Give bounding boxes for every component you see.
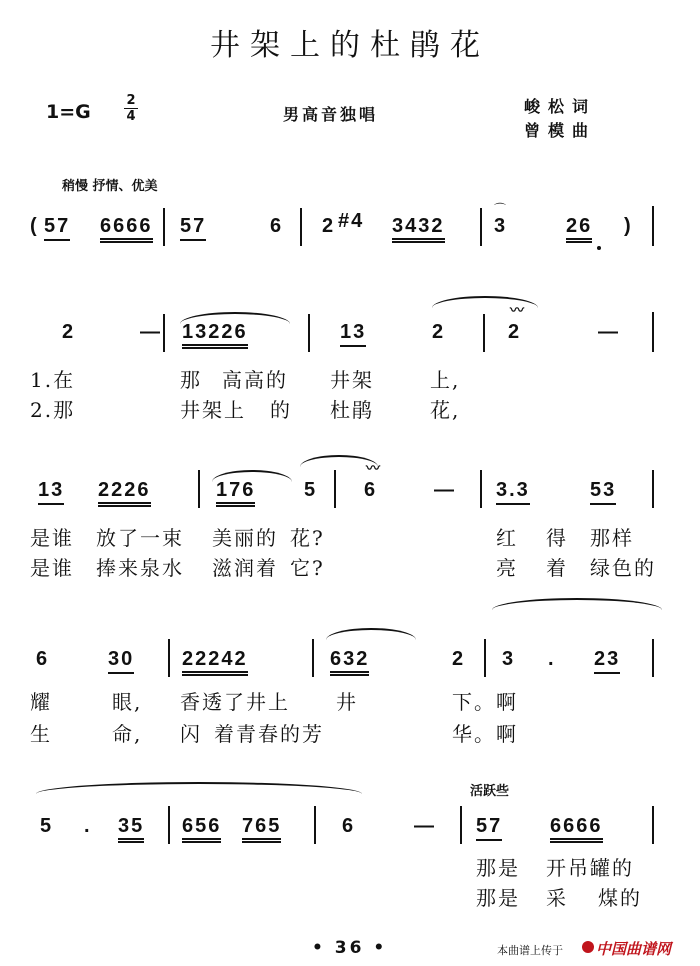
- note: (: [30, 215, 39, 237]
- tempo-marking-2: 活跃些: [470, 784, 510, 799]
- bar-line: [484, 639, 486, 677]
- note: 5: [40, 815, 54, 837]
- note: 3.3: [496, 479, 530, 505]
- trill-icon: 〰: [366, 461, 380, 477]
- lyric: 生: [30, 722, 52, 746]
- note: 57: [44, 215, 70, 241]
- lyric: 2.那: [30, 398, 76, 422]
- key-signature: 1=G: [46, 101, 91, 123]
- note: 23: [594, 648, 620, 674]
- bar-line: [652, 312, 654, 352]
- bar-line: [334, 470, 336, 508]
- note: 26: [566, 215, 592, 243]
- lyric: 那: [180, 368, 202, 392]
- note: 6: [342, 815, 356, 837]
- page-number: • 36 •: [312, 938, 388, 958]
- trill-icon: 〰: [510, 303, 524, 319]
- note: 2: [322, 215, 336, 237]
- note: 57: [476, 815, 502, 841]
- note: 2226: [98, 479, 151, 507]
- lyric: 井: [336, 690, 358, 714]
- note: 2: [62, 321, 76, 343]
- note: 22242: [182, 648, 248, 676]
- note: .: [548, 648, 556, 670]
- note: 656: [182, 815, 221, 843]
- lyric: 杜鹃: [330, 398, 374, 422]
- slur: [326, 628, 416, 640]
- lyric: 放了一束: [96, 526, 184, 550]
- lyric: 它?: [290, 556, 325, 580]
- note: #4: [338, 210, 365, 232]
- lyric: 绿色的: [590, 556, 656, 580]
- note: 176: [216, 479, 255, 507]
- lyric: 花,: [430, 398, 461, 422]
- lyric: 滋润着: [212, 556, 278, 580]
- brand-logo-icon: [582, 941, 594, 953]
- note: 13: [38, 479, 64, 505]
- note: 3432: [392, 215, 445, 243]
- lyric: 花?: [290, 526, 325, 550]
- song-title: 井架上的杜鹃花: [210, 28, 490, 63]
- meter-bottom: 4: [126, 109, 136, 124]
- bar-line: [308, 314, 310, 352]
- meter-top: 2: [126, 93, 136, 108]
- lyric: 亮: [496, 556, 518, 580]
- bar-line: [460, 806, 462, 844]
- lyric: 那是: [476, 856, 520, 880]
- lyric: 得: [546, 526, 568, 550]
- note: —: [414, 815, 436, 837]
- bar-line: [652, 806, 654, 844]
- lyric: 下。啊: [452, 690, 518, 714]
- lyric: 开吊罐的: [546, 856, 634, 880]
- note: 35: [118, 815, 144, 843]
- tempo-marking: 稍慢 抒情、优美: [62, 179, 158, 194]
- bar-line: [652, 470, 654, 508]
- note: 2: [508, 321, 522, 343]
- lyric: 那是: [476, 886, 520, 910]
- note: .: [84, 815, 92, 837]
- bar-line: [168, 806, 170, 844]
- performer-label: 男高音独唱: [283, 105, 379, 124]
- brand-watermark: 中国曲谱网: [596, 940, 672, 958]
- upload-note: 本曲谱上传于: [497, 944, 563, 957]
- note: 6666: [550, 815, 603, 843]
- bar-line: [652, 639, 654, 677]
- lyric: 命,: [112, 722, 143, 746]
- bar-line: [483, 314, 485, 352]
- lyric: 是谁: [30, 556, 74, 580]
- note: ): [624, 215, 633, 237]
- lyric: 着青春的芳: [214, 722, 324, 746]
- lyric: 香透了井上: [180, 690, 290, 714]
- bar-line: [312, 639, 314, 677]
- note: —: [140, 321, 162, 343]
- lyric: 1.在: [30, 368, 76, 392]
- note: 30: [108, 648, 134, 674]
- lyric: 那样: [590, 526, 634, 550]
- note: 6: [36, 648, 50, 670]
- lyric: 上,: [430, 368, 461, 392]
- bar-line: [198, 470, 200, 508]
- lyric: 红: [496, 526, 518, 550]
- composer-credit: 曾模曲: [524, 121, 597, 140]
- note: 6: [364, 479, 378, 501]
- lyric: 井架上: [180, 398, 246, 422]
- lyric: 眼,: [112, 690, 143, 714]
- lyric: 耀: [30, 690, 52, 714]
- bar-line: [480, 208, 482, 246]
- lyric: 华。啊: [452, 722, 518, 746]
- note: 53: [590, 479, 616, 505]
- note: 765: [242, 815, 281, 843]
- low-octave-dot: [597, 246, 601, 250]
- bar-line: [314, 806, 316, 844]
- note: —: [434, 479, 456, 501]
- lyric: 煤的: [598, 886, 642, 910]
- note: 13: [340, 321, 366, 347]
- lyric: 井架: [330, 368, 374, 392]
- lyric: 的: [270, 398, 292, 422]
- note: 6: [270, 215, 284, 237]
- bar-line: [163, 208, 165, 246]
- bar-line: [300, 208, 302, 246]
- note: 13226: [182, 321, 248, 349]
- note: 2: [432, 321, 446, 343]
- lyric: 着: [546, 556, 568, 580]
- fermata-icon: ⌒: [494, 202, 507, 216]
- note: 6666: [100, 215, 153, 243]
- bar-line: [652, 206, 654, 246]
- lyric: 美丽的: [212, 526, 278, 550]
- lyric: 采: [546, 886, 568, 910]
- time-signature: [124, 94, 138, 123]
- lyric: 高高的: [222, 368, 288, 392]
- bar-line: [168, 639, 170, 677]
- note: 5: [304, 479, 318, 501]
- note: —: [598, 321, 620, 343]
- lyric: 是谁: [30, 526, 74, 550]
- note: 632: [330, 648, 369, 676]
- slur: [36, 782, 362, 794]
- bar-line: [163, 314, 165, 352]
- lyricist-credit: 峻松词: [524, 97, 597, 116]
- note: 57: [180, 215, 206, 241]
- note: 3: [494, 215, 508, 237]
- bar-line: [480, 470, 482, 508]
- lyric: 闪: [180, 722, 202, 746]
- slur: [492, 598, 662, 610]
- note: 3: [502, 648, 516, 670]
- lyric: 捧来泉水: [96, 556, 184, 580]
- note: 2: [452, 648, 466, 670]
